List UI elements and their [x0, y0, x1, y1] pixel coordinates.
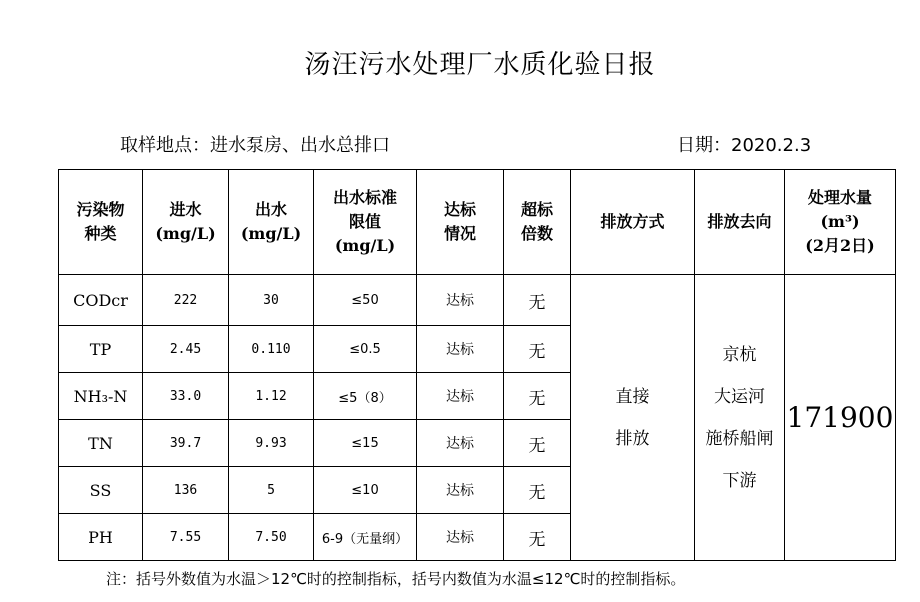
exceed-cell: 无: [504, 326, 571, 373]
pollutant-cell: TN: [59, 420, 143, 467]
header-pollutant: 污染物 种类: [59, 170, 143, 275]
header-destination: 排放去向: [695, 170, 785, 275]
effluent-cell: 1.12: [229, 373, 314, 420]
effluent-cell: 9.93: [229, 420, 314, 467]
compliance-cell: 达标: [417, 326, 504, 373]
water-quality-table: [58, 169, 896, 561]
treated-volume-cell: 171900: [785, 275, 896, 561]
compliance-cell: 达标: [417, 420, 504, 467]
compliance-cell: 达标: [417, 467, 504, 514]
exceed-cell: 无: [504, 467, 571, 514]
compliance-cell: 达标: [417, 275, 504, 326]
compliance-cell: 达标: [417, 373, 504, 420]
discharge-method-cell: 直接 排放: [571, 275, 695, 561]
influent-cell: 136: [143, 467, 229, 514]
header-compliance: 达标 情况: [417, 170, 504, 275]
limit-cell: ≤15: [314, 420, 417, 467]
exceed-cell: 无: [504, 514, 571, 561]
influent-cell: 7.55: [143, 514, 229, 561]
pollutant-cell: SS: [59, 467, 143, 514]
pollutant-cell: NH₃-N: [59, 373, 143, 420]
pollutant-cell: CODcr: [59, 275, 143, 326]
effluent-cell: 5: [229, 467, 314, 514]
limit-cell: ≤50: [314, 275, 417, 326]
sampling-location: 取样地点：进水泵房、出水总排口: [120, 135, 390, 156]
pollutant-cell: TP: [59, 326, 143, 373]
compliance-cell: 达标: [417, 514, 504, 561]
influent-cell: 33.0: [143, 373, 229, 420]
header-exceed: 超标 倍数: [504, 170, 571, 275]
limit-cell: ≤5（8）: [314, 373, 417, 420]
header-row: [59, 170, 896, 275]
header-limit: 出水标准 限值 (mg/L): [314, 170, 417, 275]
footnote: 注：括号外数值为水温＞12℃时的控制指标，括号内数值为水温≤12℃时的控制指标。: [106, 570, 686, 588]
limit-cell: 6-9（无量纲）: [314, 514, 417, 561]
header-influent: 进水 (mg/L): [143, 170, 229, 275]
influent-cell: 39.7: [143, 420, 229, 467]
header-method: 排放方式: [571, 170, 695, 275]
header-effluent: 出水 (mg/L): [229, 170, 314, 275]
effluent-cell: 0.110: [229, 326, 314, 373]
header-volume: 处理水量 (m³) (2月2日): [785, 170, 896, 275]
discharge-destination-cell: 京杭 大运河 施桥船闸 下游: [695, 275, 785, 561]
limit-cell: ≤0.5: [314, 326, 417, 373]
exceed-cell: 无: [504, 275, 571, 326]
effluent-cell: 7.50: [229, 514, 314, 561]
influent-cell: 222: [143, 275, 229, 326]
table-row: [59, 275, 896, 326]
exceed-cell: 无: [504, 373, 571, 420]
effluent-cell: 30: [229, 275, 314, 326]
limit-cell: ≤10: [314, 467, 417, 514]
report-date: 日期：2020.2.3: [677, 135, 812, 156]
exceed-cell: 无: [504, 420, 571, 467]
report-title: 汤汪污水处理厂水质化验日报: [304, 50, 656, 80]
pollutant-cell: PH: [59, 514, 143, 561]
influent-cell: 2.45: [143, 326, 229, 373]
